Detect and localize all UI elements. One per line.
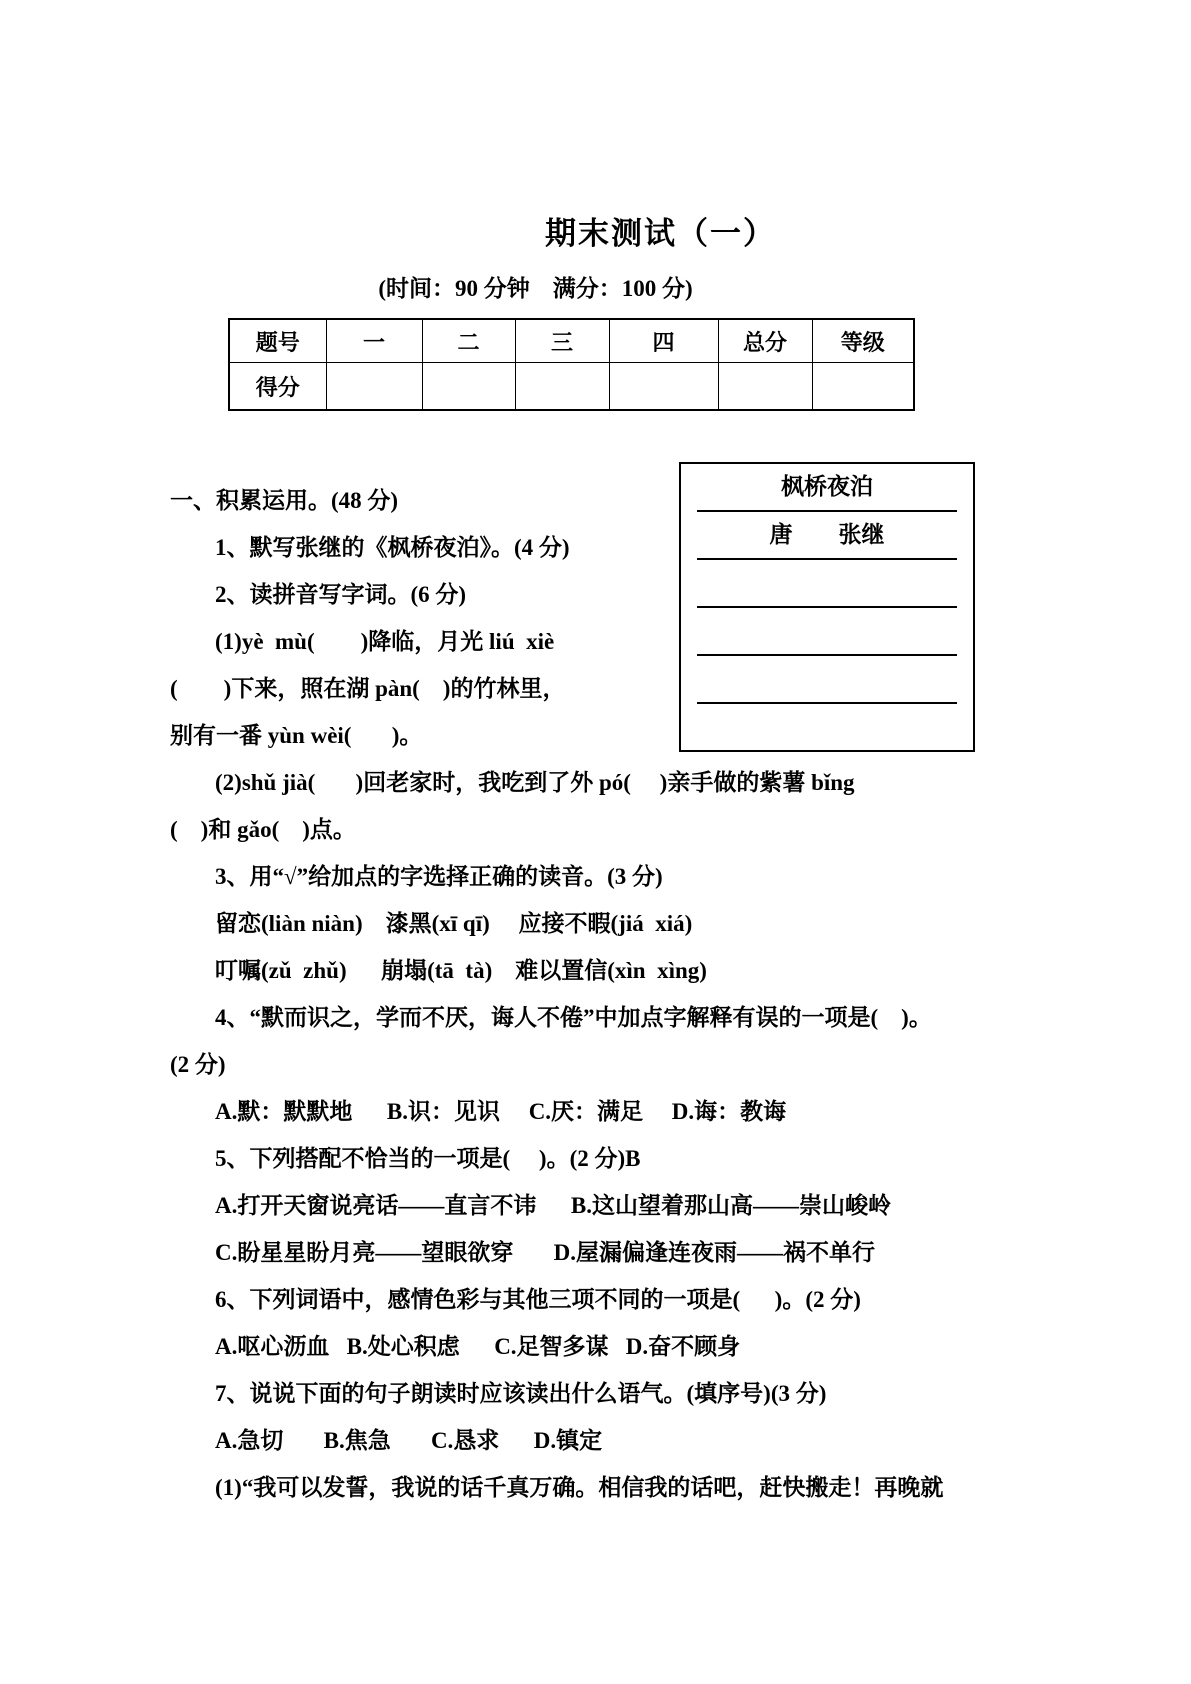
score-table-score-row <box>229 363 914 411</box>
q4-text-cont: (2 分) <box>170 1052 226 1077</box>
q2-item2-line1: (2)shǔ jià( )回老家时，我吃到了外 pó( )亲手做的紫薯 bǐng <box>215 770 855 795</box>
score-blank-cell[interactable] <box>326 363 422 411</box>
q1-text: 1、默写张继的《枫桥夜泊》。(4 分) <box>215 535 570 560</box>
q4-text: 4、“默而识之，学而不厌，诲人不倦”中加点字解释有误的一项是( )。 <box>215 1005 932 1030</box>
score-blank-cell[interactable] <box>515 363 609 411</box>
q5-options-line1: A.打开天窗说亮话——直言不讳 B.这山望着那山高——崇山峻岭 <box>215 1193 891 1218</box>
score-table-header-cell: 题号 <box>229 319 326 363</box>
q2-text: 2、读拼音写字词。(6 分) <box>215 582 467 607</box>
score-blank-cell[interactable] <box>609 363 718 411</box>
score-table <box>228 318 915 411</box>
score-blank-cell[interactable] <box>422 363 515 411</box>
q2-item1-line2: ( )下来，照在湖 pàn( )的竹林里， <box>170 676 566 701</box>
section-1-heading: 一、积累运用。(48 分) <box>170 488 399 513</box>
score-table-header-cell: 总分 <box>718 319 812 363</box>
score-table-header-cell: 等级 <box>812 319 914 363</box>
q5-options-line2: C.盼星星盼月亮——望眼欲穿 D.屋漏偏逢连夜雨——祸不单行 <box>215 1240 875 1265</box>
score-row-label: 得分 <box>229 363 326 411</box>
q2-item1-line3: 别有一番 yùn wèi( )。 <box>170 723 423 748</box>
poem-title-line: 枫桥夜泊 <box>697 464 957 512</box>
q2-item1-line1: (1)yè mù( )降临，月光 liú xiè <box>215 629 555 654</box>
question-area <box>170 477 1100 1511</box>
q2-item2-line2: ( )和 gǎo( )点。 <box>170 817 356 842</box>
q7-text: 7、说说下面的句子朗读时应该读出什么语气。(填序号)(3 分) <box>215 1381 827 1406</box>
score-table-header-cell: 三 <box>515 319 609 363</box>
score-table-header-row <box>229 319 914 363</box>
q6-options: A.呕心沥血 B.处心积虑 C.足智多谋 D.奋不顾身 <box>215 1334 741 1359</box>
q3-text: 3、用“√”给加点的字选择正确的读音。(3 分) <box>215 864 663 889</box>
q6-text: 6、下列词语中，感情色彩与其他三项不同的一项是( )。(2 分) <box>215 1287 861 1312</box>
score-table-header-cell: 四 <box>609 319 718 363</box>
q7-options: A.急切 B.焦急 C.恳求 D.镇定 <box>215 1428 603 1453</box>
poem-author-line: 唐 张继 <box>697 512 957 560</box>
score-table-header-cell: 一 <box>326 319 422 363</box>
exam-time-score-info: (时间：90 分钟 满分：100 分) <box>378 276 693 301</box>
score-blank-cell[interactable] <box>718 363 812 411</box>
q3-words-line2: 叮嘱(zǔ zhǔ) 崩塌(tā tà) 难以置信(xìn xìng) <box>215 958 707 983</box>
q5-text: 5、下列搭配不恰当的一项是( )。(2 分)B <box>215 1146 641 1171</box>
q4-options: A.默：默默地 B.识：见识 C.厌：满足 D.诲：教诲 <box>215 1099 787 1124</box>
exam-title: 期末测试（一） <box>545 216 776 251</box>
q7-item1-sentence: (1)“我可以发誓，我说的话千真万确。相信我的话吧，赶快搬走！再晚就 <box>215 1475 944 1500</box>
q3-words-line1: 留恋(liàn niàn) 漆黑(xī qī) 应接不暇(jiá xiá) <box>215 911 693 936</box>
score-table-header-cell: 二 <box>422 319 515 363</box>
